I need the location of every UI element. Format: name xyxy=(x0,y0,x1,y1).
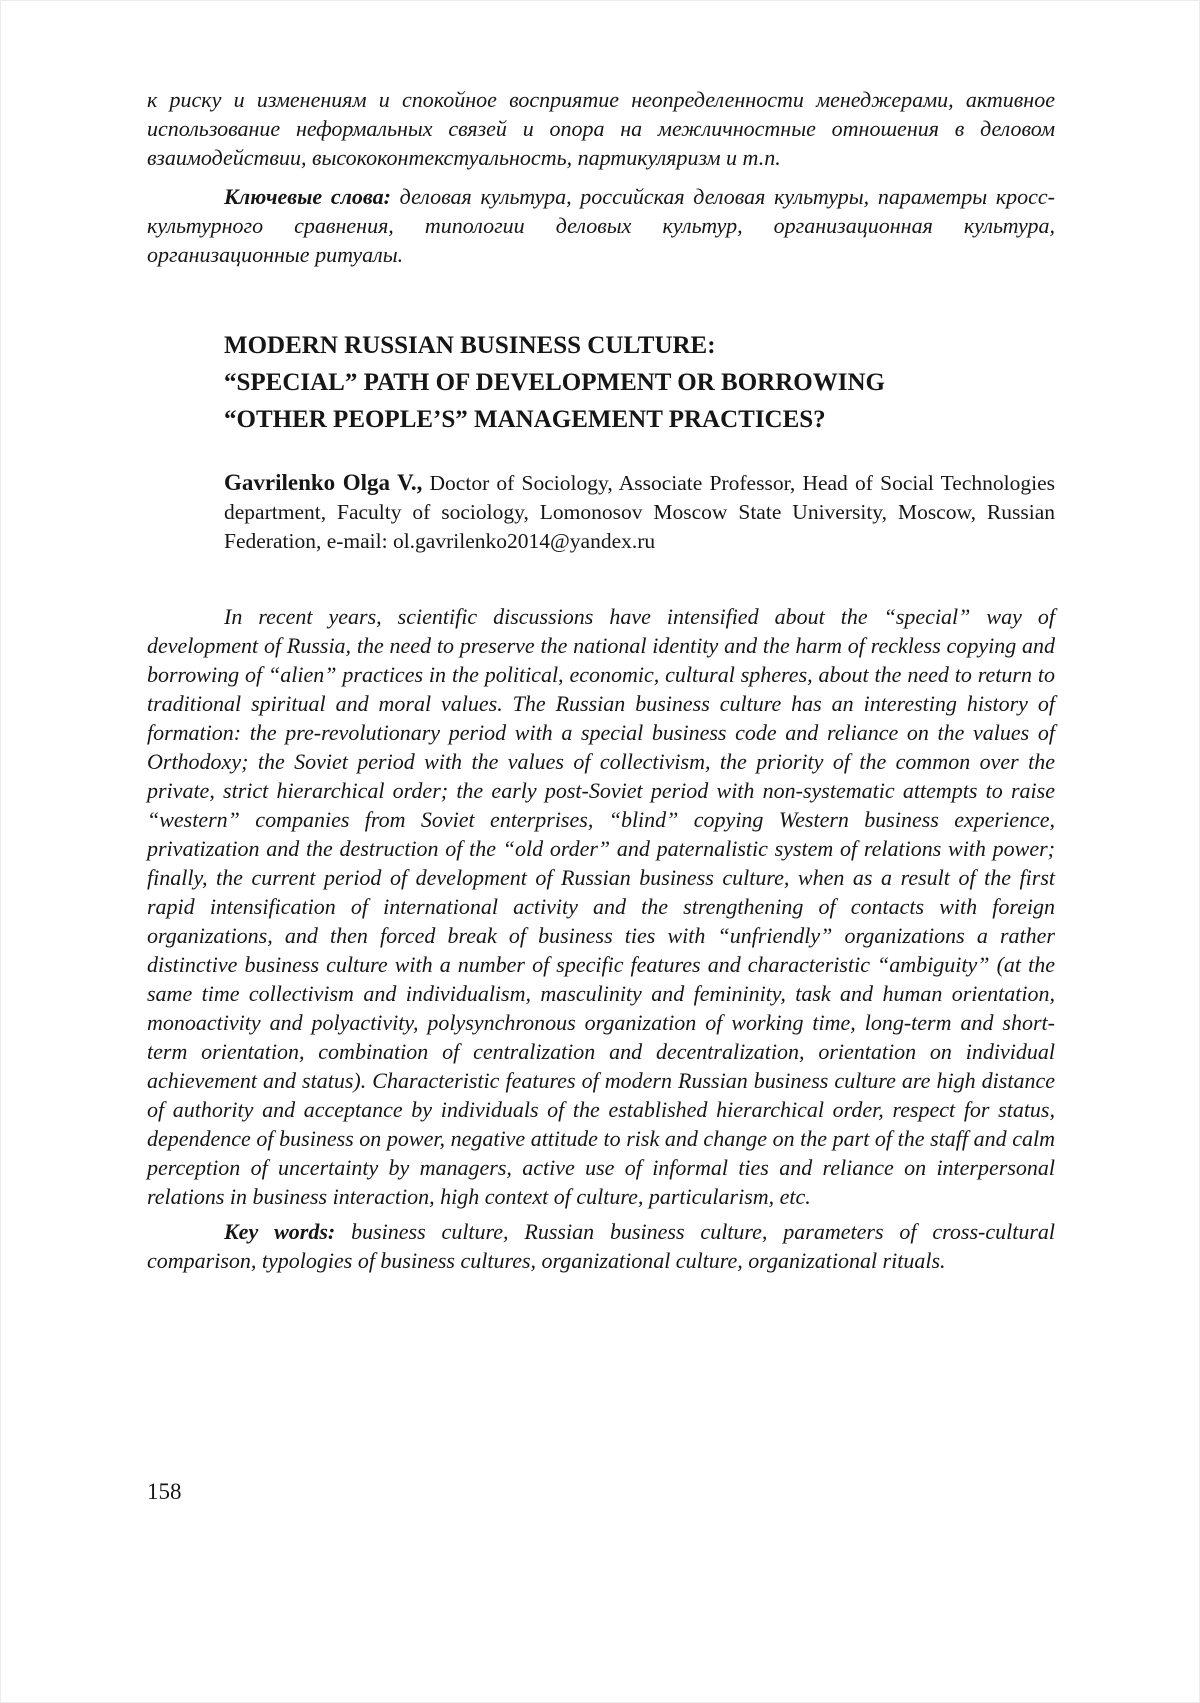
english-keywords-text: business culture, Russian business culture, parameters of cross-cultural comparison, typologies of business cultures, organizational culture, organizational rituals. xyxy=(147,1219,1056,1273)
article-title-line-3: “OTHER PEOPLE’S” MANAGEMENT PRACTICES? xyxy=(224,406,826,433)
article-title xyxy=(224,327,1055,438)
author-affiliation: Doctor of Sociology, Associate Professor, Head of Social Technologies department, Faculty of sociology, Lomonosov Moscow State University, Moscow, Russian Federation, e-mail: ol.gavrilenko2014@yandex.ru xyxy=(224,471,1055,553)
english-abstract: In recent years, scientific discussions have intensified about the “special” way of development of Russia, the need to preserve the national identity and the harm of reckless copying and borrowing of “alien” practices in the political, economic, cultural spheres, about the need to return to traditional spiritual and moral values. The Russian business culture has an interesting history of formation: the pre-revolutionary period with a special business code and reliance on the values of Orthodoxy; the Soviet period with the values of collectivism, the priority of the common over the private, strict hierarchical order; the early post-Soviet period with non-systematic attempts to raise “western” companies from Soviet enterprises, “blind” copying Western business experience, privatization and the destruction of the “old order” and paternalistic system of relations with power; finally, the current period of development of Russian business culture, when as a result of the first rapid intensification of international activity and the strengthening of contacts with foreign organizations, and then forced break of business ties with “unfriendly” organizations a rather distinctive business culture with a number of specific features and characteristic “ambiguity” (at the same time collectivism and individualism, masculinity and femininity, task and human orientation, monoactivity and polyactivity, polysynchronous organization of working time, long-term and short-term orientation, combination of centralization and decentralization, orientation on individual achievement and status). Characteristic features of modern Russian business culture are high distance of authority and acceptance by individuals of the established hierarchical order, respect for status, dependence of business on power, negative attitude to risk and change on the part of the staff and calm perception of uncertainty by managers, active use of informal ties and reliance on interpersonal relations in business interaction, high context of culture, particularism, etc. xyxy=(147,604,1055,1209)
page-number: 158 xyxy=(147,1479,182,1504)
russian-keywords-text: деловая культура, российская деловая культуры, параметры кросс-культурного сравнения, типологии деловых культур, организационная культура, организационные ритуалы. xyxy=(147,184,1055,267)
english-keywords xyxy=(147,1217,1055,1275)
author-block xyxy=(224,468,1055,556)
article-title-line-1: MODERN RUSSIAN BUSINESS CULTURE: xyxy=(224,332,716,359)
russian-keywords xyxy=(147,182,1055,269)
author-name: Gavrilenko Olga V., xyxy=(224,470,423,495)
english-keywords-label: Key words: xyxy=(224,1219,336,1244)
russian-keywords-label: Ключевые слова: xyxy=(224,184,391,209)
russian-abstract-continuation: к риску и изменениям и спокойное восприятие неопределенности менеджерами, активное использование неформальных связей и опора на межличностные отношения в деловом взаимодействии, высококонтекстуальность, партикуляризм и т.п. xyxy=(147,87,1055,170)
article-title-line-2: “SPECIAL” PATH OF DEVELOPMENT OR BORROWING xyxy=(224,369,885,396)
